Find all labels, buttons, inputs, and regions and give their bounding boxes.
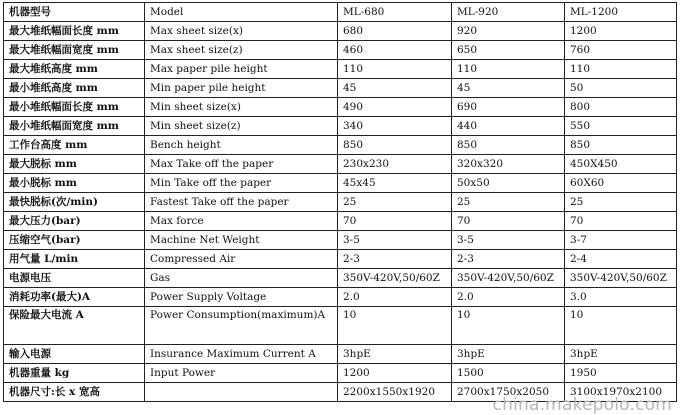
param-name-en: Min sheet size(x) [145, 98, 338, 117]
param-name-cn: 电源电压 [4, 269, 145, 288]
value-cell: 490 [338, 98, 452, 117]
param-name-cn: 用气量 L/min [4, 250, 145, 269]
table-row [4, 155, 677, 174]
value-cell: 920 [452, 22, 565, 41]
table-row [4, 364, 677, 383]
value-cell: 45x45 [338, 174, 452, 193]
value-cell: 1500 [452, 364, 565, 383]
param-name-cn: 最小堆纸幅面长度 mm [4, 98, 145, 117]
param-name-en: Fastest Take off the paper [145, 193, 338, 212]
value-cell: 45 [452, 79, 565, 98]
param-name-en: Min Take off the paper [145, 174, 338, 193]
value-cell: 460 [338, 41, 452, 60]
param-name-cn: 最快脱标(次/min) [4, 193, 145, 212]
value-cell: 650 [452, 41, 565, 60]
value-cell: 760 [565, 41, 677, 60]
value-cell: 3100x1970x2100 [565, 383, 677, 402]
param-name-cn: 最大堆纸幅面长度 mm [4, 22, 145, 41]
value-cell: 10 [338, 307, 452, 345]
value-cell: 450X450 [565, 155, 677, 174]
param-name-cn: 机器重量 kg [4, 364, 145, 383]
spec-table [3, 2, 677, 402]
spec-table-body [4, 3, 677, 402]
value-cell: 70 [338, 212, 452, 231]
value-cell: 850 [565, 136, 677, 155]
value-cell: 60X60 [565, 174, 677, 193]
table-row [4, 60, 677, 79]
value-cell: 3-7 [565, 231, 677, 250]
table-row [4, 250, 677, 269]
param-name-en: Max paper pile height [145, 60, 338, 79]
param-name-cn: 保险最大电流 A [4, 307, 145, 345]
value-cell: 10 [565, 307, 677, 345]
watermark: china.makepolo.com [492, 395, 672, 415]
value-cell: 230x230 [338, 155, 452, 174]
table-row [4, 22, 677, 41]
value-cell: 350V-420V,50/60Z [565, 269, 677, 288]
param-name-en [145, 383, 338, 402]
value-cell: 3hpE [338, 345, 452, 364]
value-cell: 2700x1750x2050 [452, 383, 565, 402]
param-name-en: Machine Net Weight [145, 231, 338, 250]
value-cell: 2-3 [452, 250, 565, 269]
value-cell: 1200 [565, 22, 677, 41]
param-name-en: Max force [145, 212, 338, 231]
param-name-cn: 最小堆纸高度 mm [4, 79, 145, 98]
value-cell: 1950 [565, 364, 677, 383]
value-cell: 1200 [338, 364, 452, 383]
param-name-cn: 最小脱标 mm [4, 174, 145, 193]
value-cell: 690 [452, 98, 565, 117]
param-name-en: Power Supply Voltage [145, 288, 338, 307]
table-row [4, 288, 677, 307]
value-cell: 25 [338, 193, 452, 212]
param-name-cn: 消耗功率(最大)A [4, 288, 145, 307]
table-row [4, 269, 677, 288]
table-row [4, 79, 677, 98]
param-name-cn: 最大压力(bar) [4, 212, 145, 231]
value-cell: 110 [338, 60, 452, 79]
value-cell: 2.0 [452, 288, 565, 307]
value-cell: 350V-420V,50/60Z [452, 269, 565, 288]
param-name-cn: 工作台高度 mm [4, 136, 145, 155]
param-name-en: Compressed Air [145, 250, 338, 269]
value-cell: 2-4 [565, 250, 677, 269]
value-cell: 680 [338, 22, 452, 41]
value-cell: 850 [452, 136, 565, 155]
value-cell: 25 [452, 193, 565, 212]
value-cell: 25 [565, 193, 677, 212]
value-cell: 45 [338, 79, 452, 98]
value-cell: 110 [565, 60, 677, 79]
param-name-en: Max sheet size(x) [145, 22, 338, 41]
param-name-cn: 最小堆纸幅面宽度 mm [4, 117, 145, 136]
value-cell: 70 [452, 212, 565, 231]
value-cell: 3.0 [565, 288, 677, 307]
value-cell: 340 [338, 117, 452, 136]
param-name-cn: 最大脱标 mm [4, 155, 145, 174]
value-cell: 850 [338, 136, 452, 155]
header-row [4, 3, 677, 22]
table-row [4, 231, 677, 250]
table-row [4, 136, 677, 155]
header-cell: ML-920 [452, 3, 565, 22]
value-cell: 3-5 [338, 231, 452, 250]
table-row [4, 212, 677, 231]
param-name-en: Input Power [145, 364, 338, 383]
param-name-en: Insurance Maximum Current A [145, 345, 338, 364]
table-row [4, 117, 677, 136]
value-cell: 440 [452, 117, 565, 136]
header-cell: 机器型号 [4, 3, 145, 22]
table-row [4, 345, 677, 364]
header-cell: ML-1200 [565, 3, 677, 22]
value-cell: 3hpE [565, 345, 677, 364]
param-name-cn: 压缩空气(bar) [4, 231, 145, 250]
value-cell: 2-3 [338, 250, 452, 269]
param-name-cn: 机器尺寸:长 x 宽高 [4, 383, 145, 402]
param-name-en: Bench height [145, 136, 338, 155]
header-cell: Model [145, 3, 338, 22]
value-cell: 110 [452, 60, 565, 79]
param-name-cn: 最大堆纸幅面宽度 mm [4, 41, 145, 60]
value-cell: 2200x1550x1920 [338, 383, 452, 402]
value-cell: 2.0 [338, 288, 452, 307]
value-cell: 50x50 [452, 174, 565, 193]
param-name-en: Gas [145, 269, 338, 288]
table-row [4, 193, 677, 212]
param-name-cn: 最大堆纸高度 mm [4, 60, 145, 79]
table-row [4, 41, 677, 60]
value-cell: 350V-420V,50/60Z [338, 269, 452, 288]
param-name-cn: 输入电源 [4, 345, 145, 364]
value-cell: 70 [565, 212, 677, 231]
value-cell: 3-5 [452, 231, 565, 250]
table-row [4, 307, 677, 345]
table-row [4, 174, 677, 193]
table-row [4, 98, 677, 117]
param-name-en: Power Consumption(maximum)A [145, 307, 338, 345]
value-cell: 3hpE [452, 345, 565, 364]
value-cell: 10 [452, 307, 565, 345]
value-cell: 320x320 [452, 155, 565, 174]
param-name-en: Max Take off the paper [145, 155, 338, 174]
value-cell: 550 [565, 117, 677, 136]
header-cell: ML-680 [338, 3, 452, 22]
value-cell: 50 [565, 79, 677, 98]
param-name-en: Max sheet size(z) [145, 41, 338, 60]
param-name-en: Min sheet size(z) [145, 117, 338, 136]
param-name-en: Min paper pile height [145, 79, 338, 98]
value-cell: 800 [565, 98, 677, 117]
